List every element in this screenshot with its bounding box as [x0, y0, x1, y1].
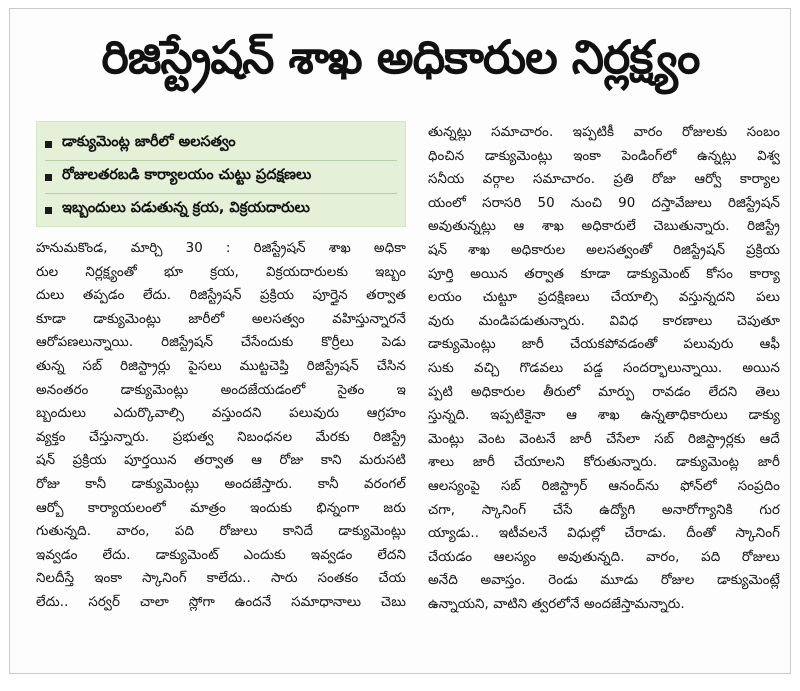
- text-line: రుల నిర్లక్ష్యంతో భూ క్రయ, విక్రయదారులకు ఇబ్బం: [36, 264, 406, 280]
- text-line: ఇవ్వడం లేదు. డాక్యుమెంట్ ఎందుకు ఇవ్వడం లేదని: [36, 547, 406, 563]
- text-line: ధించిన డాక్యుమెంట్లు ఇంకా పెండింగ్‌లో ఉన్నట్లు విశ్వ: [428, 148, 780, 164]
- text-line: తున్న సబ్ రిజిస్ట్రార్లు పైసలు ముట్టచెప్తి రిజిస్ట్రేషన్ చేసిన: [36, 358, 406, 374]
- text-line: హనుమకొండ, మార్చి 30 : రిజిస్ట్రేషన్ శాఖ అధికా: [36, 241, 406, 256]
- text-line: ఆర్బో కార్యాయలంలో మాత్రం ఇందుకు భిన్నంగా జరు: [36, 500, 406, 516]
- text-line: ఆరోపణలున్నాయి. రిజిస్ట్రేషన్ చేసేందుకు కొర్రీలు పెడు: [36, 335, 406, 351]
- bullet-square-icon: [45, 174, 52, 181]
- text-line: ఆలస్యంపై సబ్ రిజిస్ట్రార్ ఆనంద్‌ను ఫోన్‌లో సంప్రదిం: [428, 478, 780, 494]
- highlight-text: రోజులతరబడి కార్యాలయం చుట్టు ప్రదక్షణలు: [62, 167, 312, 183]
- text-line: ఉన్నాయని, వాటిని త్వరలోనే అందజేస్తామన్నారు.: [428, 596, 685, 612]
- bullet-square-icon: [45, 207, 52, 214]
- text-line: చేయడం ఆలస్యం అవుతున్నది. వారం, పది రోజులు: [428, 549, 780, 565]
- text-line: యంలో సరాసరి 50 నుంచి 90 దస్తావేజులు రిజిస్ట్రేషన్: [428, 195, 780, 211]
- text-line: లయం చుట్టూ ప్రదక్షిణలు చేయాల్సి వస్తున్నదని పలు: [428, 290, 780, 306]
- highlight-text: డాక్యుమెంట్ల జారీలో అలసత్వం: [62, 134, 236, 150]
- bullet-square-icon: [45, 141, 52, 148]
- text-line: అవుతున్నట్లు ఆ శాఖ అధికారులే చెబుతున్నారు. రిజిస్ట్రే: [428, 219, 780, 235]
- text-line: అనేది అవాస్తం. రెండు మూడు రోజుల డాక్యుమెంట్లే: [428, 573, 780, 589]
- text-line: వురు మండిపడుతున్నారు. వివిధ కారణాలు చెపుతూ: [428, 313, 780, 329]
- text-line: కూడా డాక్యుమెంట్లు జారీలో అలసత్వం వహిస్తున్నారనే: [36, 311, 406, 327]
- text-line: య్యాడు.. ఇటీవలనే విధుల్లో చేరాడు. దీంతో స్కానింగ్: [428, 526, 780, 542]
- text-line: నిలదీస్తే ఇంకా స్కానింగ్ కాలేదు.. సారు సంతకం చేయ: [36, 571, 406, 587]
- text-line: షన్ శాఖ అధికారుల అలసత్వంతో రిజిస్ట్రేషన్ ప్రక్రియ: [428, 242, 780, 258]
- highlight-item: [45, 161, 397, 194]
- text-line: వ్యక్తం చేస్తున్నారు. ప్రభుత్వ నిబంధనల మేరకు రిజిస్ట్రే: [36, 429, 406, 445]
- text-line: మెంట్లు వెంట వెంటనే జారీ చేసేలా సబ్ రిజిస్ట్రార్లకు ఆదే: [428, 431, 780, 447]
- text-line: శాలు జారీ చేయాలని కోరుతున్నారు. డాక్యుమెంట్ల జారీ: [428, 455, 780, 471]
- text-line: సుకు వచ్చి గొడవలు పడ్డ సందర్భాలున్నాయి. అయిన: [428, 360, 780, 376]
- text-line: సనీయ వర్గాల సమాచారం. ప్రతి రోజు ఆర్వో కార్యాల: [428, 172, 780, 188]
- text-line: లేదు.. సర్వర్ చాలా స్లోగా ఉందనే సమాధానాలు చెబు: [36, 594, 406, 610]
- text-line: పూర్తి అయిన తర్వాత కూడా డాక్యుమెంట్ కోసం కార్యా: [428, 266, 780, 282]
- text-line: చగా, స్కానింగ్ చేసే ఉద్యోగి అనారోగ్యానికి గుర: [428, 502, 780, 518]
- newspaper-clipping: [9, 8, 791, 674]
- text-line: షన్ ప్రక్రియ పూర్తయిన తర్వాత ఆ రోజు కాని మరుసటి: [36, 453, 406, 469]
- left-column: [36, 121, 406, 615]
- text-line: బ్బందులు ఎదుర్కొవాల్సి వస్తుందని పలువురు ఆగ్రహం: [36, 406, 406, 422]
- text-line: తున్నట్లు సమాచారం. ఇప్పటికీ వారం రోజులకు సంబం: [428, 125, 780, 140]
- text-line: డాక్యుమెంట్లు జారీ చేయకపోవడంతో పలువురు ఆఫీ: [428, 337, 780, 353]
- text-line: అనంతరం డాక్యుమెంట్లు అందజేయడంలో సైతం ఇ: [36, 382, 406, 398]
- text-line: గుతున్నది. వారం, పది రోజులు కానిదే డాక్యుమెంట్లు: [36, 524, 406, 540]
- highlight-text: ఇబ్బందులు పడుతున్న క్రయ, విక్రయదారులు: [62, 200, 310, 216]
- highlight-item: [45, 194, 397, 226]
- text-line: స్తున్నది. ఇప్పటికైనా ఆ శాఖ ఉన్నతాధికారులు డాక్యు: [428, 408, 780, 424]
- highlights-box: [36, 121, 406, 227]
- article-headline: రిజిస్ట్రేషన్ శాఖ అధికారుల నిర్లక్ష్యం: [101, 30, 700, 84]
- text-line: దులు తప్పడం లేదు. రిజిస్ట్రేషన్ ప్రక్రియ పూర్తైన తర్వాత: [36, 288, 406, 304]
- text-line: ప్పటి అధికారుల తీరులో మార్పు రావడం లేదని తెలు: [428, 384, 780, 400]
- left-body-text: [36, 237, 406, 615]
- text-line: రోజు కానీ డాక్యుమెంట్లు అందజేస్తారు. కానీ వరంగల్: [36, 476, 406, 492]
- highlight-item: [45, 128, 397, 161]
- right-column: [428, 121, 780, 616]
